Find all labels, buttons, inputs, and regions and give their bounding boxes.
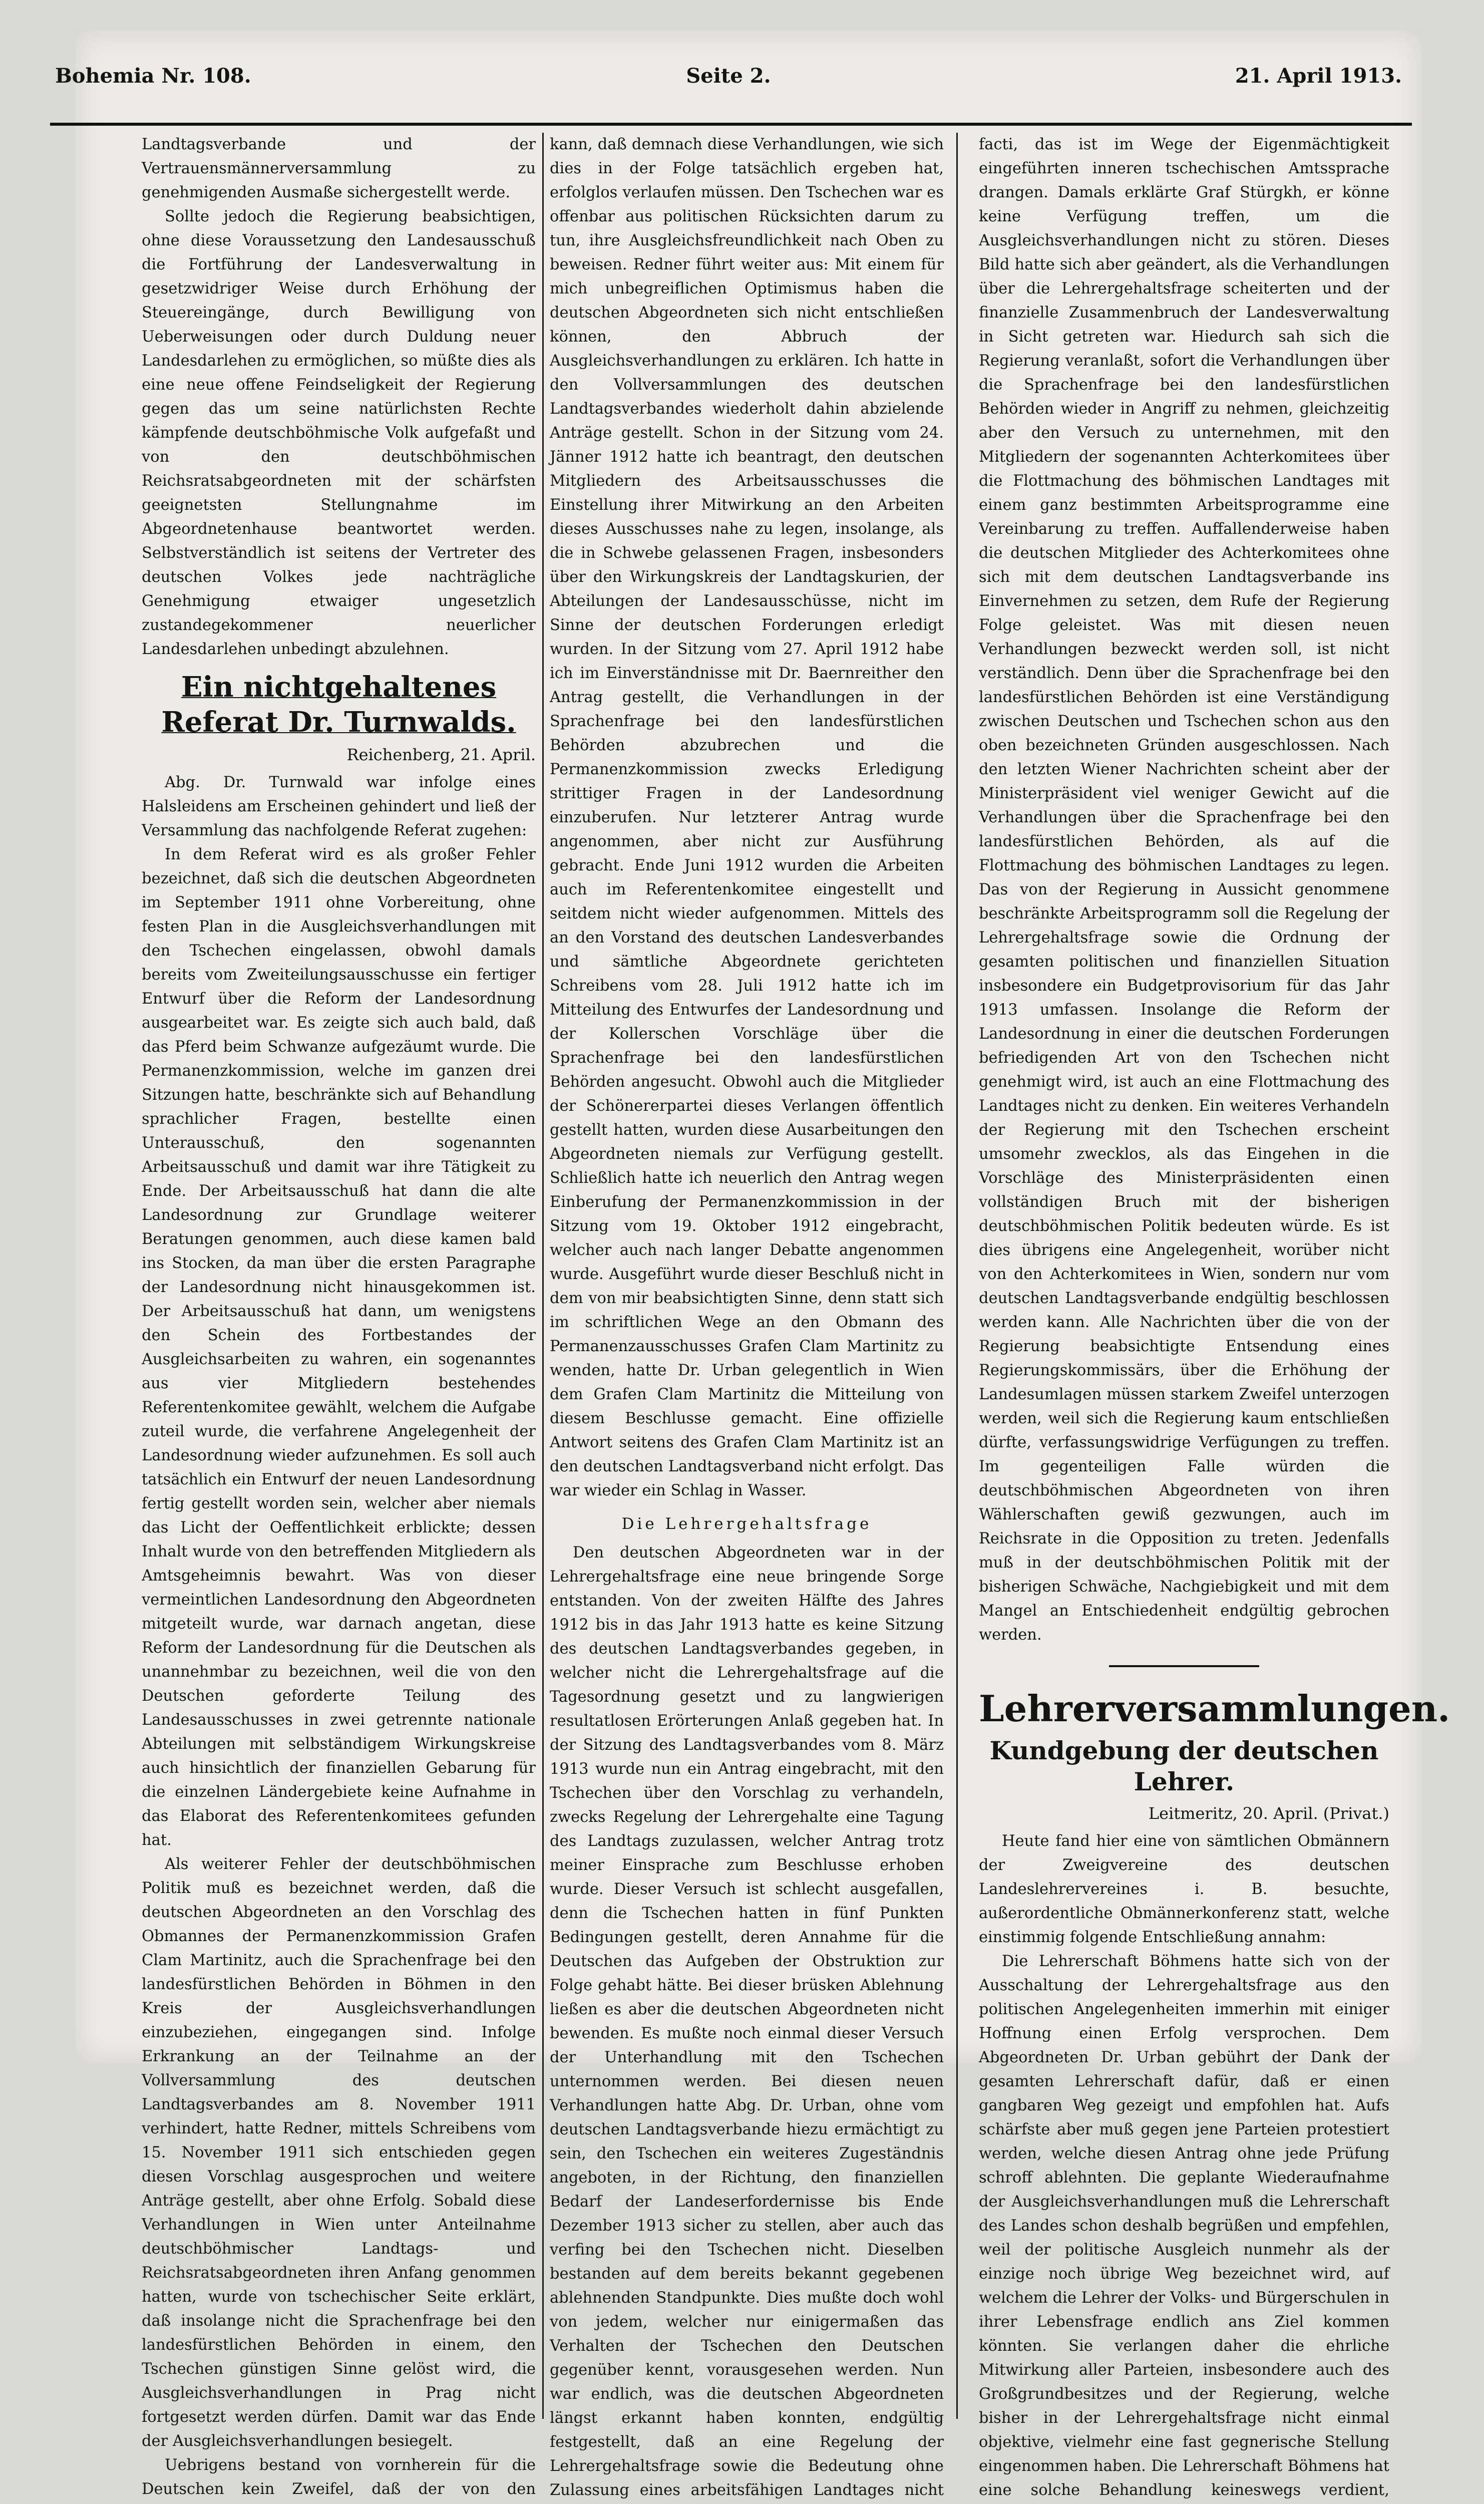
column-divider — [542, 133, 544, 2419]
article-paragraph: Uebrigens bestand von vornherein für die Deutschen kein Zweifel, daß der von den — [142, 2456, 536, 2498]
page-header — [55, 59, 1402, 104]
article-subheadline: Kundgebung der deutschen Lehrer. — [989, 1736, 1379, 1796]
issue-date: 21. April 1913. — [1235, 64, 1402, 88]
article-paragraph: Die Lehrerschaft Böhmens hatte sich von der Ausschaltung der Lehrergehaltsfrage aus den politischen Angelegenheiten immerhin mit einiger Hoffnung einen Erfolg versprochen. Dem Abgeordneten Dr. Urban gebührt der Dank der gesamten Lehrerschaft dafür, daß er einen gangbaren Weg gezeigt und empfohlen hat. Aufs schärfste aber muß gegen jene Parteien protestiert werden, welche diesen Antrag ohne jede Prüfung schroff ablehnten. Die geplante Wiederaufnahme der Ausgleichsverhandlungen muß die Lehrerschaft des Landes schon deshalb begrüßen und empfehlen, weil der politische Ausgleich nunmehr als der einzige noch übrige Weg bezeichnet wird, auf welchem die Lehrer der Volks- und Bürgerschulen in ihrer Lebensfrage endlich ans Ziel kommen könnten. Sie verlangen daher die ehrliche Mitwirkung aller Parteien, insbesondere auch des Großgrundbesitzes und der Regierung, welche bisher in der Lehrergehaltsfrage nicht einmal objektive, vielmehr eine fast gegnerische Stellung eingenommen haben. Die Lehrerschaft Böhmens hat eine solche Behandlung keineswegs verdient, — [979, 1953, 1389, 2499]
article-dateline: Reichenberg, 21. April. — [346, 745, 536, 764]
section-divider — [1109, 1665, 1259, 1667]
column-divider — [956, 133, 958, 2419]
masthead-issue: Bohemia Nr. 108. — [55, 64, 251, 88]
article-paragraph: Als weiterer Fehler der deutschböhmischen Politik muß es bezeichnet werden, daß die deutschen Abgeordneten an den Vorschlag des Obmannes der Permanenzkommission Grafen Clam Martinitz, auch die Sprachenfrage bei den landesfürstlichen Behörden in Böhmen in den Kreis der Ausgleichsverhandlungen einzubeziehen, eingegangen sind. Infolge Erkrankung an der Teilnahme an der Vollversammlung des deutschen Landtagsverbandes am 8. November 1911 verhindert, hatte Redner, mittels Schreibens vom 15. November 1911 sich entschieden gegen diesen Vorschlag ausgesprochen und weitere Anträge gestellt, aber ohne Erfolg. Sobald diese Verhandlungen in Wien unter Anteilnahme deutschböhmischer Landtags- und Reichsratsabgeordneten ihren Anfang genommen hatten, wurde von tschechischer Seite erklärt, daß insolange nicht die Sprachenfrage bei den landesfürstlichen Behörden in einem, den Tschechen günstigen Sinne gelöst wird, die Ausgleichsverhandlungen in Prag nicht fortgesetzt werden dürfen. Damit war das Ende der Ausgleichsverhandlungen besiegelt. — [142, 1855, 536, 2450]
article-dateline: Leitmeritz, 20. April. (Privat.) — [1148, 1804, 1389, 1823]
article-headline: Lehrerversammlungen. — [979, 1687, 1450, 1730]
column-1 — [142, 133, 536, 2498]
column-2 — [550, 133, 944, 2499]
article-paragraph: In dem Referat wird es als großer Fehler bezeichnet, daß sich die deutschen Abgeordneten im September 1911 ohne Vorbereitung, ohne festen Plan in die Ausgleichsverhandlungen mit den Tschechen eingelassen, obwohl damals bereits vom Zweiteilungsausschusse ein fertiger Entwurf über die Reform der Landesordnung ausgearbeitet war. Es zeigte sich auch bald, daß das Pferd beim Schwanze aufgezäumt wurde. Die Permanenzkommission, welche im ganzen drei Sitzungen hatte, beschränkte sich auf Behandlung sprachlicher Fragen, bestellte einen Unterausschuß, den sogenannten Arbeitsausschuß und damit war ihre Tätigkeit zu Ende. Der Arbeitsausschuß hat dann die alte Landesordnung zur Grundlage weiterer Beratungen genommen, auch diese kamen bald ins Stocken, da man über die ersten Paragraphe der Landesordnung nicht hinausgekommen ist. Der Arbeitsausschuß hat dann, um wenigstens den Schein des Fortbestandes der Ausgleichsarbeiten zu wahren, ein sogenanntes aus vier Mitgliedern bestehendes Referentenkomitee gewählt, welchem die Aufgabe zuteil wurde, die verfahrene Angelegenheit der Landesordnung wieder aufzunehmen. Es soll auch tatsächlich ein Entwurf der neuen Landesordnung fertig gestellt worden sein, welcher aber niemals das Licht der Oeffentlichkeit erblickte; dessen Inhalt wurde von den betreffenden Mitgliedern als Amtsgeheimnis bewahrt. Was von dieser vermeintlichen Landesordnung den Abgeordneten mitgeteilt wurde, war darnach angetan, diese Reform der Landesordnung für die Deutschen als unannehmbar zu bezeichnen, weil die von den Deutschen geforderte Teilung des Landesausschusses in zwei getrennte nationale Abteilungen mit selbständigem Wirkungskreise auch hinsichtlich der finanziellen Gebarung für die einzelnen Ländergebiete keine Aufnahme in das Elaborat des Referentenkomitees gefunden hat. — [142, 846, 536, 1849]
article-headline: Ein nichtgehaltenes Referat Dr. Turnwalds. — [161, 671, 516, 739]
article-paragraph: Den deutschen Abgeordneten war in der Lehrergehaltsfrage eine neue bringende Sorge entstanden. Von der zweiten Hälfte des Jahres 1912 bis in das Jahr 1913 hatte es keine Sitzung des deutschen Landtagsverbandes gegeben, in welcher nicht die Lehrergehaltsfrage auf die Tagesordnung gesetzt und zu langwierigen resultatlosen Erörterungen Anlaß gegeben hat. In der Sitzung des Landtagsverbandes vom 8. März 1913 wurde nun ein Antrag eingebracht, mit den Tschechen über den Vorschlag zu verhandeln, zwecks Regelung der Lehrergehalte eine Tagung des Landtags zuzulassen, welcher Antrag trotz meiner Einsprache zum Beschlusse erhoben wurde. Dieser Versuch ist schlecht ausgefallen, denn die Tschechen hatten in fünf Punkten Bedingungen gestellt, deren Annahme für die Deutschen das Aufgeben der Obstruktion zur Folge gehabt hätte. Bei dieser brüsken Ablehnung ließen es aber die deutschen Abgeordneten nicht bewenden. Es mußte noch einmal dieser Versuch der Unterhandlung mit den Tschechen unternommen werden. Bei diesen neuen Verhandlungen hatte Abg. Dr. Urban, ohne vom deutschen Landtagsverbande hiezu ermächtigt zu sein, den Tschechen ein weiteres Zugeständnis angeboten, in der Richtung, den finanziellen Bedarf der Landeserfordernisse bis Ende Dezember 1913 sicher zu stellen, aber auch das verfing bei den Tschechen nicht. Dieselben bestanden auf dem bereits bekannt gegebenen ablehnenden Standpunkte. Dies mußte doch wohl von jedem, welcher nur einigermaßen das Verhalten der Tschechen den Deutschen gegenüber kennt, vorausgesehen werden. Nun war endlich, was die deutschen Abgeordneten längst erkannt haben konnten, endgültig festgestellt, daß an eine Regelung der Lehrergehaltsfrage sowie die Bedeutung ohne Zulassung eines arbeitsfähigen Landtages nicht — [550, 1544, 944, 2499]
article-paragraph: Landtagsverbande und der Vertrauensmännerversammlung zu genehmigenden Ausmaße sichergestellt werde. — [142, 136, 536, 201]
article-paragraph: Heute fand hier eine von sämtlichen Obmännern der Zweigvereine des deutschen Landeslehrervereines i. B. besuchte, außerordentliche Obmännerkonferenz statt, welche einstimmig folgende Entschließung annahm: — [979, 1832, 1389, 1946]
article-paragraph: kann, daß demnach diese Verhandlungen, wie sich dies in der Folge tatsächlich ergeben hat, erfolglos verlaufen müssen. Den Tschechen war es offenbar aus politischen Rücksichten darum zu tun, ihre Ausgleichsfreundlichkeit nach Oben zu beweisen. Redner führt weiter aus: Mit einem für mich unbegreiflichen Optimismus haben die deutschen Abgeordneten sich nicht entschließen können, den Abbruch der Ausgleichsverhandlungen zu erklären. Ich hatte in den Vollversammlungen des deutschen Landtagsverbandes wiederholt dahin abzielende Anträge gestellt. Schon in der Sitzung vom 24. Jänner 1912 hatte ich beantragt, den deutschen Mitgliedern des Arbeitsausschusses die Einstellung ihrer Mitwirkung an den Arbeiten dieses Ausschusses nahe zu legen, insolange, als die in Schwebe gelassenen Fragen, insbesonders über den Wirkungskreis der Landtagskurien, der Abteilungen der Landesausschüsse, nicht im Sinne der deutschen Forderungen erledigt wurden. In der Sitzung vom 27. April 1912 habe ich im Einverständnisse mit Dr. Baernreither den Antrag gestellt, die Verhandlungen in der Sprachenfrage bei den landesfürstlichen Behörden abzubrechen und die Permanenzkommission zwecks Erledigung strittiger Fragen in der Landesordnung einzuberufen. Nur letzterer Antrag wurde angenommen, aber nicht zur Ausführung gebracht. Ende Juni 1912 wurden die Arbeiten auch im Referentenkomitee eingestellt und seitdem nicht wieder aufgenommen. Mittels des an den Vorstand des deutschen Landesverbandes und sämtliche Abgeordnete gerichteten Schreibens vom 28. Juli 1912 hatte ich im Mitteilung des Entwurfes der Landesordnung und der Kollerschen Vorschläge über die Sprachenfrage bei den landesfürstlichen Behörden angesucht. Obwohl auch die Mitglieder der Schönererpartei dieses Verlangen öffentlich gestellt hatten, wurden diese Ausarbeitungen den Abgeordneten niemals zur Verfügung gestellt. Schließlich hatte ich neuerlich den Antrag wegen Einberufung der Permanenzkommission in der Sitzung vom 19. Oktober 1912 eingebracht, welcher auch nach langer Debatte angenommen wurde. Ausgeführt wurde dieser Beschluß nicht in dem von mir beabsichtigten Sinne, denn statt sich im schriftlichen Wege an den Obmann des Permanenzausschusses Grafen Clam Martinitz zu wenden, hatte Dr. Urban gelegentlich in Wien dem Grafen Clam Martinitz die Mitteilung von diesem Beschlusse gemacht. Eine offizielle Antwort seitens des Grafen Clam Martinitz ist an den deutschen Landtagsverband nicht erfolgt. Das war wieder ein Schlag in Wasser. — [550, 136, 944, 1499]
article-paragraph: facti, das ist im Wege der Eigenmächtigkeit eingeführten inneren tschechischen Amtssprache drangen. Damals erklärte Graf Stürgkh, er könne keine Verfügung treffen, um die Ausgleichsverhandlungen nicht zu stören. Dieses Bild hatte sich aber geändert, als die Verhandlungen über die Lehrergehaltsfrage scheiterten und der finanzielle Zusammenbruch der Landesverwaltung in Sicht getreten war. Hiedurch sah sich die Regierung veranlaßt, sofort die Verhandlungen über die Sprachenfrage bei den landesfürstlichen Behörden wieder in Angriff zu nehmen, gleichzeitig aber den Versuch zu unternehmen, mit den Mitgliedern der sogenannten Achterkomitees über die Flottmachung des böhmischen Landtages mit einem ganz bestimmten Arbeitsprogramme eine Vereinbarung zu treffen. Auffallenderweise haben die deutschen Mitglieder des Achterkomitees ohne sich mit dem deutschen Landtagsverbande ins Einvernehmen zu setzen, dem Rufe der Regierung Folge geleistet. Was mit diesen neuen Verhandlungen bezweckt werden soll, ist nicht verständlich. Denn über die Sprachenfrage bei den landesfürstlichen Behörden ist eine Verständigung zwischen Deutschen und Tschechen schon aus den oben bezeichneten Gründen ausgeschlossen. Nach den letzten Wiener Nachrichten scheint aber der Ministerpräsident viel weniger Gewicht auf die Verhandlungen über die Sprachenfrage bei den landesfürstlichen Behörden, als auf die Flottmachung des böhmischen Landtages zu legen. Das von der Regierung in Aussicht genommene beschränkte Arbeitsprogramm soll die Regelung der Lehrergehaltsfrage sowie die Ordnung der gesamten politischen und finanziellen Situation insbesondere ein Budgetprovisorium für das Jahr 1913 umfassen. Insolange die Reform der Landesordnung in einer die deutschen Forderungen befriedigenden Art von den Tschechen nicht genehmigt wird, ist auch an eine Flottmachung des Landtages nicht zu denken. Ein weiteres Verhandeln der Regierung mit den Tschechen erscheint umsomehr zwecklos, als das Eingehen in die Vorschläge des Ministerpräsidenten einen vollständigen Bruch mit der bisherigen deutschböhmischen Politik bedeuten würde. Es ist dies übrigens eine Angelegenheit, worüber nicht von den Achterkomitees in Wien, sondern nur vom deutschen Landtagsverbande endgültig beschlossen werden kann. Alle Nachrichten über die von der Regierung beabsichtigte Entsendung eines Regierungskommissärs, über die Erhöhung der Landesumlagen müssen starkem Zweifel unterzogen werden, weil sich die Regierung kaum entschließen dürfte, verfassungswidrige Verfügungen zu treffen. Im gegenteiligen Falle würden die deutschböhmischen Abgeordneten von ihren Wählerschaften gewiß gezwungen, auch im Reichsrate in die Opposition zu treten. Jedenfalls muß in der deutschböhmischen Politik mit der bisherigen Schwäche, Nachgiebigkeit und mit dem Mangel an Entschiedenheit endgültig gebrochen werden. — [979, 136, 1389, 1644]
page-number: Seite 2. — [686, 64, 771, 88]
header-rule — [50, 123, 1412, 126]
column-3 — [979, 133, 1450, 2499]
section-subheading: Die Lehrergehaltsfrage — [621, 1515, 872, 1533]
article-paragraph: Abg. Dr. Turnwald war infolge eines Halsleidens am Erscheinen gehindert und ließ der Versammlung das nachfolgende Referat zugehen: — [142, 774, 536, 839]
article-paragraph: Sollte jedoch die Regierung beabsichtigen, ohne diese Voraussetzung den Landesausschuß die Fortführung der Landesverwaltung in gesetzwidriger Weise durch Erhöhung der Steuereingänge, durch Bewilligung von Ueberweisungen oder durch Duldung neuer Landesdarlehen zu ermöglichen, so müßte dies als eine neue offene Feindseligkeit der Regierung gegen das um seine natürlichsten Rechte kämpfende deutschböhmische Volk aufgefaßt und von den deutschböhmischen Reichsratsabgeordneten mit der schärfsten geeignetsten Stellungnahme im Abgeordnetenhause beantwortet werden. Selbstverständlich ist seitens der Vertreter des deutschen Volkes jede nachträgliche Genehmigung etwaiger ungesetzlich zustandegekommener neuerlicher Landesdarlehen unbedingt abzulehnen. — [142, 208, 536, 658]
